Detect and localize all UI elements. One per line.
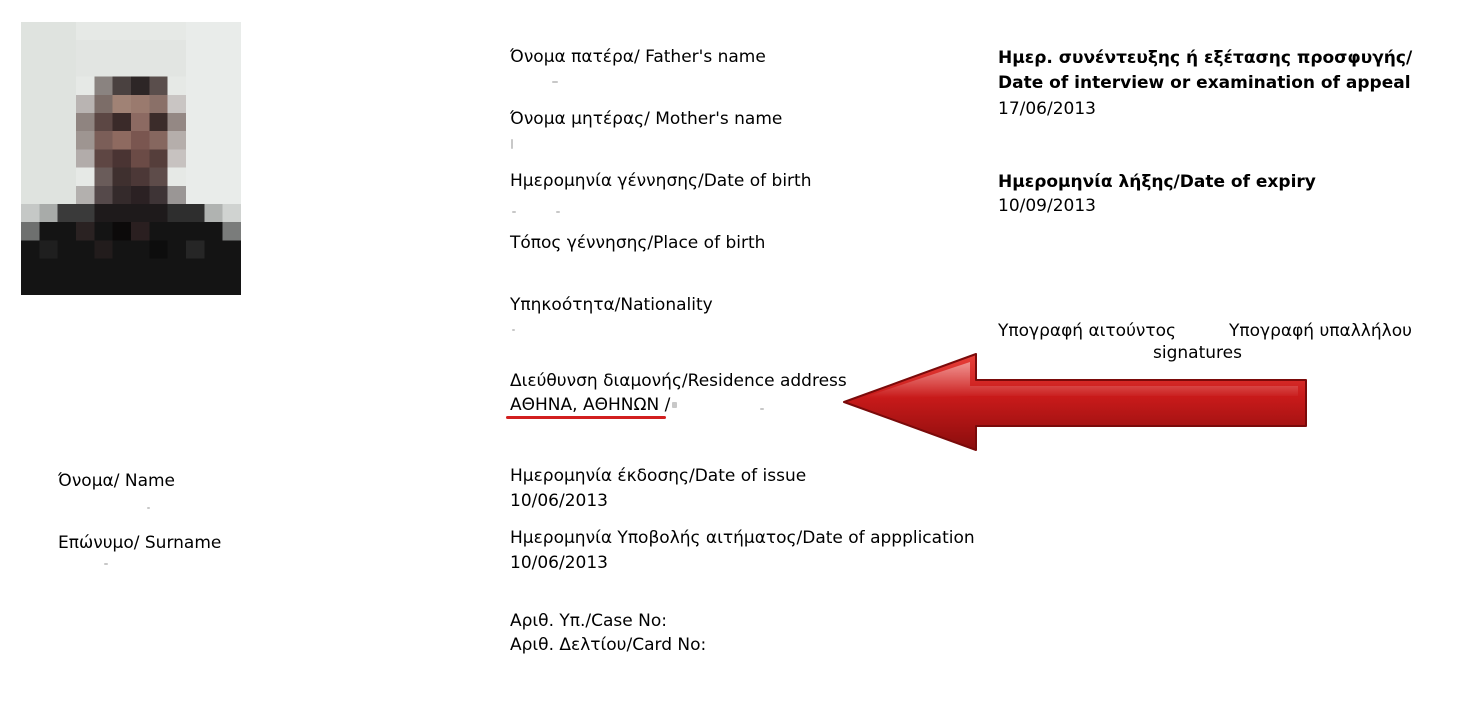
applicant-photo [21,22,241,295]
residence-address-value: ΑΘΗΝΑ, ΑΘΗΝΩΝ / [510,395,671,415]
residence-address-label: Διεύθυνση διαμονής/Residence address [510,371,847,391]
name-label: Όνομα/ Name [58,471,176,491]
interview-date-label-english: Date of interview or examination of appeal [998,73,1411,93]
date-of-application-label: Ημερομηνία Υποβολής αιτήματος/Date of appplication [510,528,975,548]
address-underline [506,416,666,419]
redacted-father-name [552,81,558,83]
redacted-mother-name [511,139,513,149]
date-of-application-value: 10/06/2013 [510,553,608,573]
redacted-date-of-birth-2 [556,211,560,213]
applicant-signature-label: Υπογραφή αιτούντος [998,321,1177,341]
redacted-date-of-birth [512,211,516,213]
officer-signature-label: Υπογραφή υπαλλήλου [1229,321,1412,341]
interview-date-value: 17/06/2013 [998,99,1096,119]
card-number-label: Αριθ. Δελτίου/Card No: [510,635,707,655]
redacted-address [672,402,677,408]
signatures-label: signatures [1153,343,1242,363]
interview-date-label-greek: Ημερ. συνέντευξης ή εξέτασης προσφυγής/ [998,48,1413,68]
surname-label: Επώνυμο/ Surname [58,533,222,553]
date-of-issue-value: 10/06/2013 [510,491,608,511]
redacted-nationality [512,329,515,331]
nationality-label: Υπηκοότητα/Nationality [510,295,713,315]
expiry-date-value: 10/09/2013 [998,196,1096,216]
case-number-label: Αριθ. Υπ./Case No: [510,611,667,631]
redacted-address-2 [760,408,764,410]
date-of-birth-label: Ημερομηνία γέννησης/Date of birth [510,171,812,191]
red-arrow-icon [842,352,1308,452]
redacted-name [147,507,150,509]
place-of-birth-label: Τόπος γέννησης/Place of birth [510,233,766,253]
father-name-label: Όνομα πατέρα/ Father's name [510,47,766,67]
mother-name-label: Όνομα μητέρας/ Mother's name [510,109,783,129]
date-of-issue-label: Ημερομηνία έκδοσης/Date of issue [510,466,807,486]
redacted-surname [104,563,108,565]
expiry-date-label: Ημερομηνία λήξης/Date of expiry [998,172,1316,192]
